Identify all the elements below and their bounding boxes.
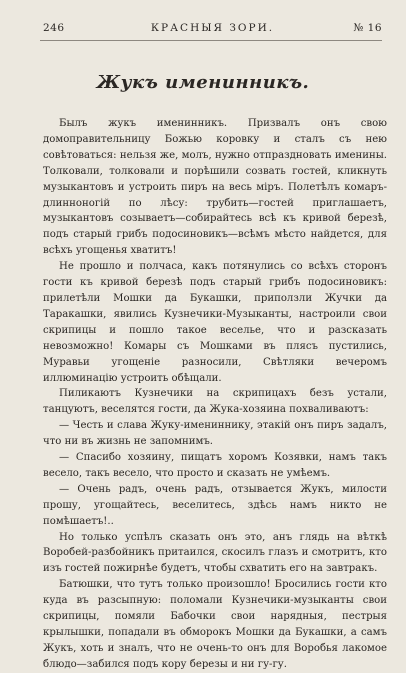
issue-number: № 16 [353, 22, 382, 34]
paragraph: — Очень радъ, очень радъ, отзывается Жукъ, милости прошу, угощайтесь, веселитесь, здѣсь намъ никто не помѣшаетъ!.. [43, 483, 387, 527]
paragraph: Пиликаютъ Кузнечики на скрипицахъ безъ устали, танцуютъ, веселятся гости, да Жука-хозяина похваливаютъ: [43, 388, 387, 416]
paragraph: — Спасибо хозяину, пищатъ хоромъ Козявки, намъ такъ весело, такъ весело, что просто и сказать не умѣемъ. [43, 452, 387, 479]
paragraph: Батюшки, что тутъ только произошло! Бросились гости кто куда въ разсыпную: поломали Кузнечики-музыканты свои скрипицы, помяли Бабочки свои нарядныя, пестрыя крылышки, попадали въ обморокъ Мошки да Букашки, а самъ Жукъ, хоть и зналъ, что не очень-то онъ для Воробья лакомое блюдо—забился подъ кору березы и ни гу-гу. [43, 579, 387, 670]
paragraph: Но только успѣлъ сказать онъ это, анъ глядь на вѣткѣ Воробей-разбойникъ притаился, скосилъ глазъ и смотритъ, кто изъ гостей пожирнѣе будетъ, чтобы схватить его на завтракъ. [43, 531, 387, 575]
journal-title: КРАСНЫЯ ЗОРИ. [150, 22, 275, 34]
header-rule [40, 40, 382, 41]
article-body [43, 116, 387, 673]
page-number: 246 [43, 22, 65, 34]
paragraph: — Честь и слава Жуку-имениннику, этакій онъ пиръ задалъ, что ни въ жизнь не запомнимъ. [43, 420, 387, 448]
article-title: Жукъ именинникъ. [96, 72, 310, 93]
paragraph: Не прошло и полчаса, какъ потянулись со всѣхъ сторонъ гости къ кривой березѣ подъ старый грибъ подосиновикъ: прилетѣли Мошки да Букашки, приползли Жучки да Таракашки, явились Кузнечики-Музыканты, настроили свои скрипицы и пошло такое веселье, что и разсказать невозможно! Комары съ Мошками въ плясъ пустились, Муравьи угощеніе разносили, Свѣтляки вечеромъ иллюминацію устроить обѣщали. [43, 261, 387, 384]
paragraph: Былъ жукъ именинникъ. Призвалъ онъ свою домоправительницу Божью коровку и сталъ съ нею совѣтоваться: нельзя же, молъ, нужно отпраздновать именины. Толковали, толковали и порѣшили созвать гостей, кликнуть музыкантовъ и устроить пиръ на весь міръ. Полетѣлъ комаръ-длинноногій по лѣсу: трубить—гостей приглашаетъ, музыкантовъ созываетъ—собирайтесь всѣ къ кривой березѣ, подъ старый грибъ подосиновикъ—всѣмъ мѣсто найдется, для всѣхъ угощенья хватитъ! [43, 118, 387, 257]
running-header [43, 22, 382, 38]
